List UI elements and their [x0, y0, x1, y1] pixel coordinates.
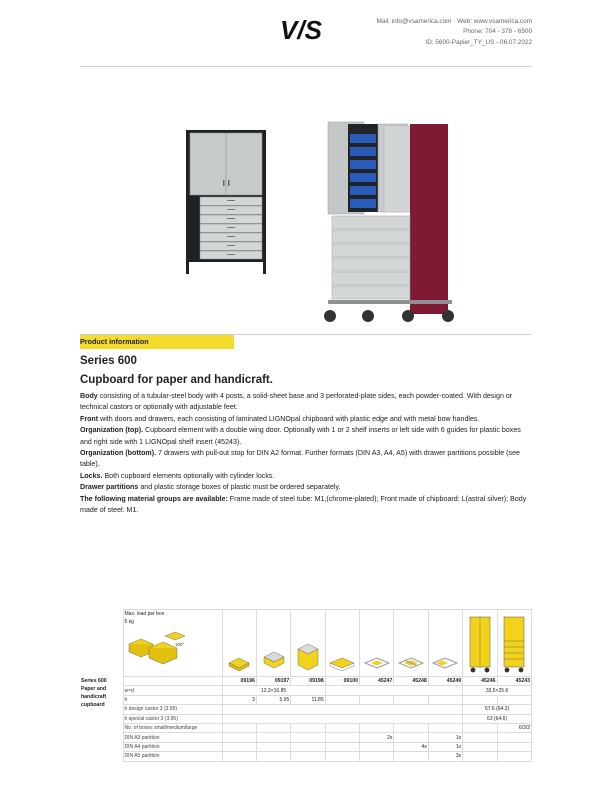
table-cell — [325, 733, 359, 742]
description-paragraph — [80, 425, 532, 448]
table-cell — [394, 723, 428, 732]
article-number: 45246 — [463, 677, 497, 686]
table-cell — [222, 705, 463, 714]
row-label: h design castor 3 (3.95) — [123, 705, 222, 714]
angle-label: 100° — [174, 642, 184, 647]
table-cell — [428, 695, 462, 704]
row-label: h special castor 3 (3.95) — [123, 714, 222, 723]
table-row — [80, 714, 532, 723]
series-label — [80, 677, 123, 762]
table-cell: 63 (64.6) — [463, 714, 532, 723]
table-cell: 12.3×16.85 — [222, 686, 325, 695]
product-image-45246 — [463, 610, 497, 677]
table-cell — [394, 733, 428, 742]
table-cell — [291, 752, 325, 761]
table-cell — [256, 752, 290, 761]
table-cell — [360, 752, 394, 761]
product-image-45248 — [394, 610, 428, 677]
specification-table — [80, 609, 532, 762]
table-cell — [325, 695, 359, 704]
product-icon — [327, 669, 357, 675]
specification-table-wrap — [80, 609, 532, 762]
table-row — [80, 705, 532, 714]
paragraph-lead: Organization (top). — [80, 426, 144, 435]
product-title: Cupboard for paper and handicraft. — [80, 374, 273, 386]
load-note-cell — [123, 610, 222, 677]
table-cell — [463, 752, 497, 761]
article-number: 45243 — [497, 677, 532, 686]
description-paragraph — [80, 482, 532, 493]
product-info-label: Product information — [80, 335, 234, 349]
paragraph-lead: Locks. — [80, 471, 103, 480]
table-cell — [222, 733, 256, 742]
contact-line-id: ID: 5600-Papier_TY_US - 06.07.2022 — [425, 38, 532, 46]
article-number: 09196 — [222, 677, 256, 686]
table-row — [80, 695, 532, 704]
product-image-09100 — [325, 610, 359, 677]
description-paragraph — [80, 391, 532, 414]
table-cell — [497, 742, 532, 751]
table-cell — [222, 742, 256, 751]
cupboard-image-open — [312, 120, 462, 324]
table-cell: 33.5×25.6 — [463, 686, 532, 695]
product-icon — [396, 669, 426, 675]
product-icon — [226, 669, 252, 675]
product-image-09197 — [256, 610, 290, 677]
article-number: 45249 — [428, 677, 462, 686]
product-description — [80, 391, 532, 516]
load-note-line: Max. load per box — [124, 611, 165, 617]
table-cell — [394, 695, 428, 704]
table-cell — [325, 752, 359, 761]
article-number: 45247 — [360, 677, 394, 686]
table-cell — [497, 695, 532, 704]
table-cell — [256, 742, 290, 751]
product-icon — [467, 669, 493, 675]
table-cell — [360, 723, 394, 732]
table-cell — [325, 686, 463, 695]
table-cell — [222, 752, 256, 761]
table-cell — [497, 733, 532, 742]
header-blank — [123, 677, 222, 686]
description-paragraph — [80, 471, 532, 482]
paragraph-text: Both cupboard elements optionally with cylinder locks. — [102, 471, 275, 480]
product-image-45247 — [360, 610, 394, 677]
paragraph-lead: Drawer partitions — [80, 483, 139, 492]
paragraph-lead: Body — [80, 392, 98, 400]
paragraph-text: consisting of a tubular-steel body with 4 posts, a solid-sheet base and 3 perforated-plate sides, each powder-coated. With design or technical castors or optionally with adjustable feet. — [80, 392, 513, 412]
article-number: 45248 — [394, 677, 428, 686]
product-icon — [362, 669, 392, 675]
paragraph-text: with doors and drawers, each consisting of laminated LIGNOpal chipboard with plastic edge and with metal bow handles. — [98, 414, 480, 423]
product-icon — [294, 669, 322, 675]
paragraph-text: Frame made of steel tube: M1,(chrome-plated); Front made of chipboard: L(astral silver); Body made of steel: M1. — [80, 494, 527, 515]
table-cell — [325, 742, 359, 751]
table-row — [80, 752, 532, 761]
table-cell — [463, 723, 497, 732]
row-label: DIN A5 partition — [123, 752, 222, 761]
product-icon — [261, 669, 287, 675]
table-cell — [256, 733, 290, 742]
table-cell: 1x — [428, 733, 462, 742]
description-paragraph — [80, 448, 532, 471]
table-cell: 67.6 (64.2) — [463, 705, 532, 714]
article-number: 09100 — [325, 677, 359, 686]
product-image-45243 — [497, 610, 532, 677]
row-label: No. of boxes small/medium/large — [123, 723, 222, 732]
contact-info — [376, 17, 532, 48]
table-cell — [394, 752, 428, 761]
table-cell: 11.85 — [291, 695, 325, 704]
table-cell — [497, 752, 532, 761]
logo-text: V/S — [280, 16, 322, 44]
table-cell — [291, 723, 325, 732]
row-label: DIN A3 partition — [123, 733, 222, 742]
paragraph-lead: The following material groups are available: — [80, 494, 228, 503]
product-icon — [430, 669, 460, 675]
series-label-line: handicraft — [81, 694, 107, 701]
contact-line-mail: Mail: info@vsamerica.com · Web: www.vsamerica.com — [376, 18, 532, 25]
series-label-line: Series 600 — [81, 677, 107, 684]
table-corner — [80, 610, 123, 677]
series-label-line: Paper and — [81, 685, 107, 692]
table-cell — [291, 742, 325, 751]
table-cell — [428, 723, 462, 732]
table-cell: 6/3/2 — [497, 723, 532, 732]
product-image-45249 — [428, 610, 462, 677]
product-icon — [501, 669, 527, 675]
table-cell — [360, 695, 394, 704]
cupboard-image-closed — [180, 130, 272, 274]
table-cell: 3x — [428, 752, 462, 761]
article-number: 09198 — [291, 677, 325, 686]
paragraph-lead: Front — [80, 414, 99, 423]
contact-line-phone: Phone: 704 - 378 - 6500 — [463, 28, 532, 36]
paragraph-text: and plastic storage boxes of plastic must be ordered separately. — [138, 483, 341, 492]
vs-logo — [280, 16, 330, 44]
row-label: DIN A4 partition — [123, 742, 222, 751]
row-label: h — [123, 695, 222, 704]
storage-boxes-illustration — [125, 630, 221, 669]
paragraph-lead: Organization (bottom). — [80, 449, 157, 458]
load-note-line: 5 kg — [124, 619, 134, 625]
product-image-09198 — [291, 610, 325, 677]
table-cell — [256, 723, 290, 732]
product-image-09196 — [222, 610, 256, 677]
paragraph-text: 7 drawers with pull-out stop for DIN A2 format. Further formats (DIN A3, A4, A5) with drawer partitions possible (see table). — [80, 449, 520, 469]
description-paragraph — [80, 494, 532, 517]
table-cell — [463, 733, 497, 742]
table-row — [80, 742, 532, 751]
table-row — [80, 723, 532, 732]
table-cell: 3 — [222, 695, 256, 704]
table-cell: 2x — [360, 733, 394, 742]
table-cell: 5.95 — [256, 695, 290, 704]
series-label-line: cupboard — [81, 702, 105, 709]
table-row — [80, 733, 532, 742]
article-number: 09197 — [256, 677, 290, 686]
series-title: Series 600 — [80, 355, 137, 367]
table-cell — [325, 723, 359, 732]
description-paragraph — [80, 414, 532, 425]
paragraph-text: Cupboard element with a double wing door. Optionally with 1 or 2 shelf inserts or left side with 6 guides for plastic boxes and right side with 1 LIGNOpal shelf insert (45243). — [80, 426, 521, 446]
row-label: w×d — [123, 686, 222, 695]
table-cell: 1x — [428, 742, 462, 751]
table-cell — [291, 733, 325, 742]
table-cell — [463, 742, 497, 751]
table-cell — [222, 723, 256, 732]
table-row — [80, 686, 532, 695]
table-cell: 4x — [394, 742, 428, 751]
header-divider — [80, 66, 532, 67]
table-cell — [360, 742, 394, 751]
table-cell — [222, 714, 463, 723]
table-cell — [463, 695, 497, 704]
